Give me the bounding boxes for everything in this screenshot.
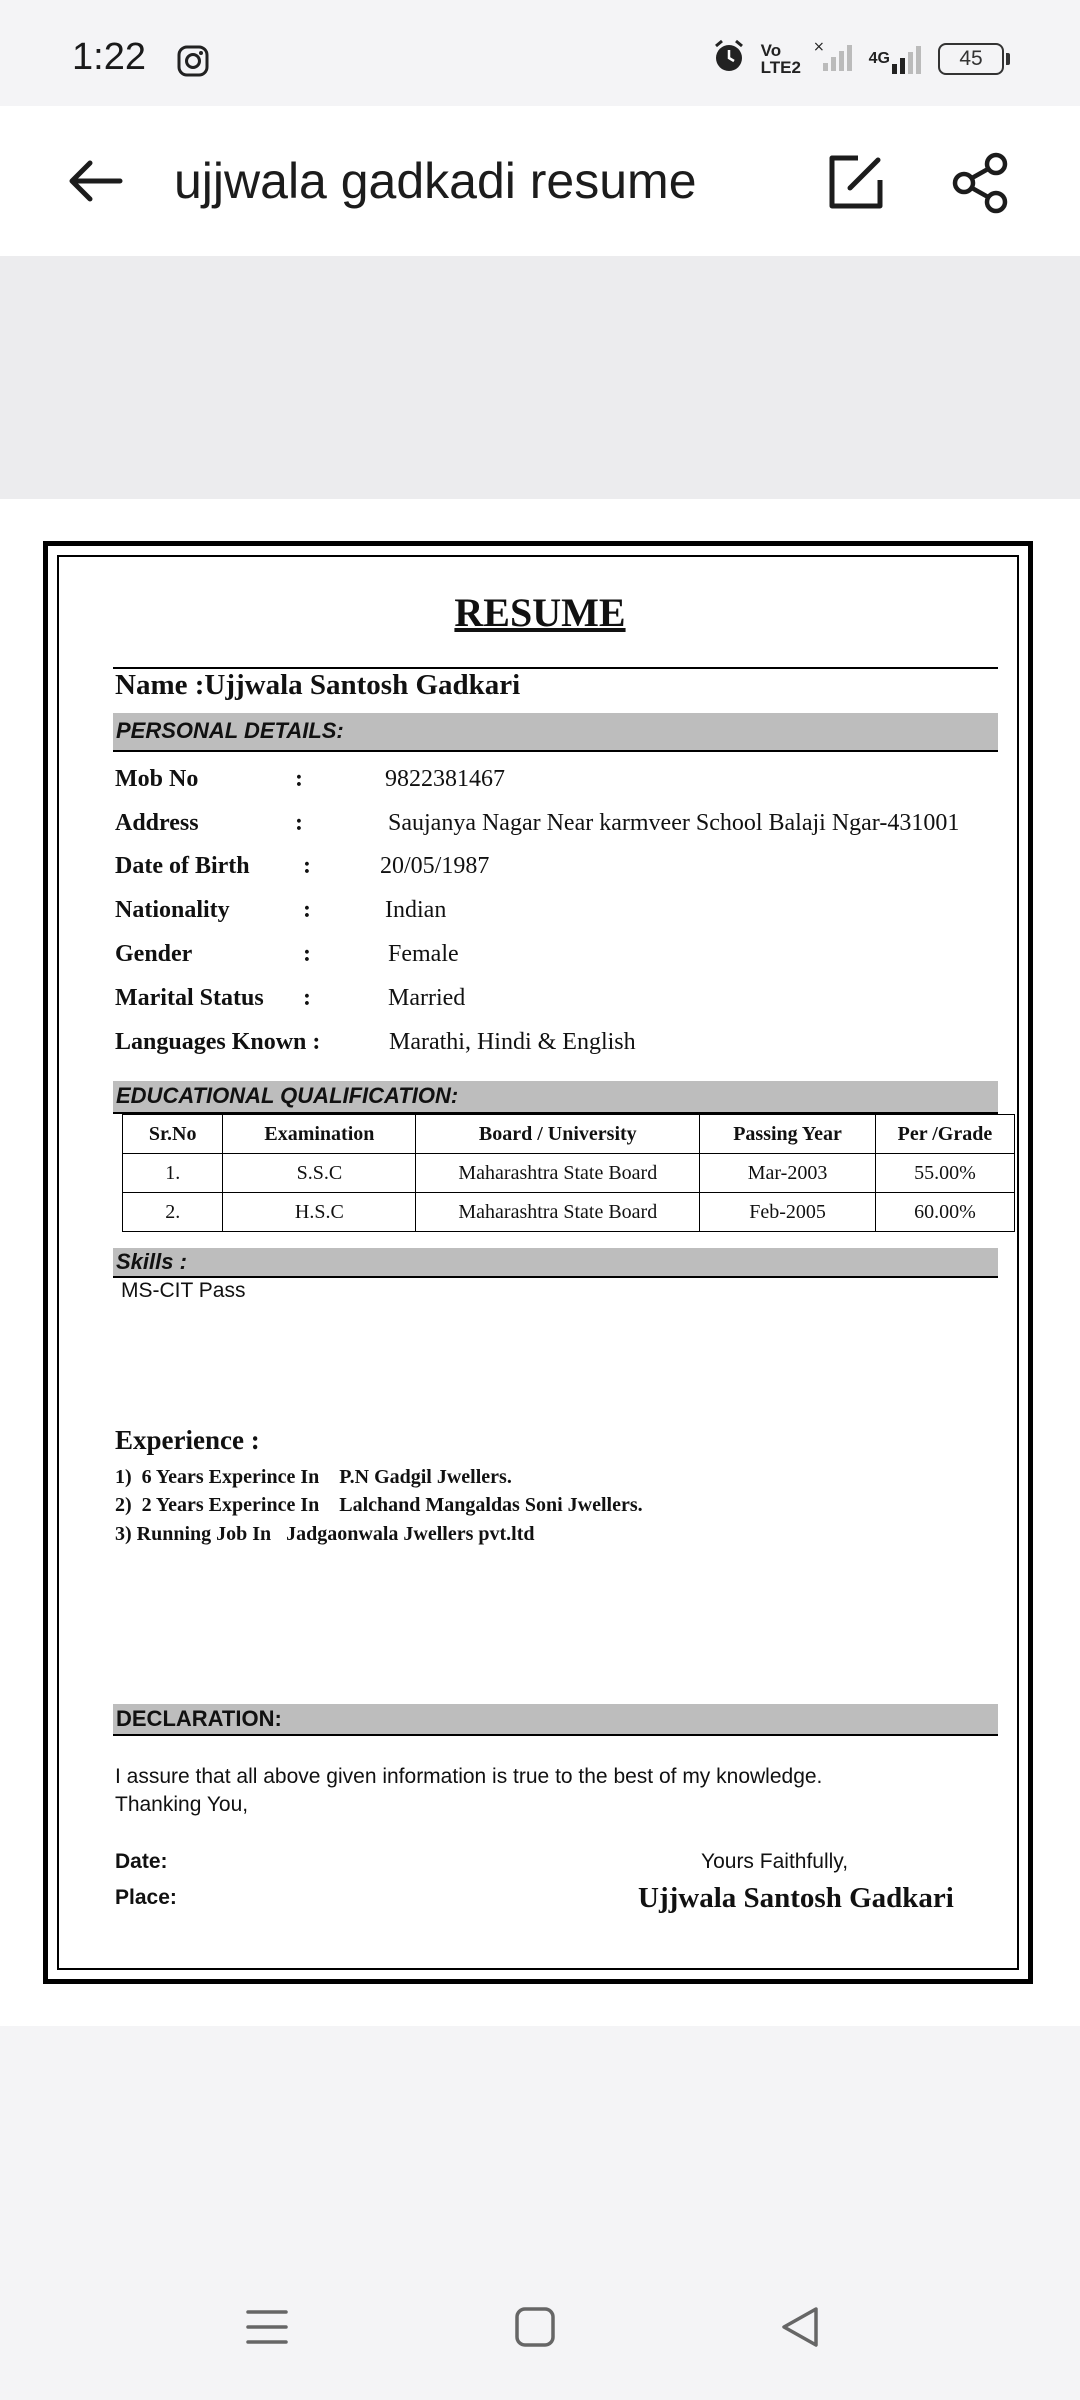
- table-header-row: [123, 1115, 1015, 1154]
- share-button[interactable]: [948, 150, 1014, 216]
- instagram-icon: [176, 44, 210, 83]
- column-header: Passing Year: [700, 1115, 876, 1154]
- table-cell: Maharashtra State Board: [416, 1154, 700, 1193]
- document-title: ujjwala gadkadi resume: [174, 153, 697, 209]
- personal-details-header: PERSONAL DETAILS:: [113, 713, 998, 752]
- column-header: Examination: [223, 1115, 416, 1154]
- back-triangle-icon: [774, 2300, 828, 2354]
- experience-item: 2) 2 Years Experince In Lalchand Mangaldas Soni Jwellers.: [115, 1494, 643, 1516]
- document-page[interactable]: RESUME Name :Ujjwala Santosh Gadkari PERSONAL DETAILS: Mob No : 9822381467 Address : Saujanya Nagar Near karmveer School Balaji Ngar-431001 Date of Birth : 20/05/1987 Nationality : Indian Gender : Female Marital Status : Married Languages Known : Marathi, Hindi & English EDUCATIONAL QUALIFICATION: Sr.No Examination Board / University Passing Year Per /Grade 1. S.S.C Maharashtra State Board Mar-2003 55.00% 2. H.S.C Maharashtra State Board Feb-2005 60.00% Skills : MS-CIT Pass Experience : 1) 6 Years Experince In P.N Gadgil Jwellers. 2) 2 Years Experince In Lalchand Mangaldas Soni Jwellers. 3) Running Job In Jadgaonwala Jwellers pvt.ltd DECLARATION: I assure that all above given information is true to the best of my knowledge. Thanking You, Date: Place: Yours Faithfully, Ujjwala Santosh Gadkari: [0, 499, 1080, 2026]
- column-header: Board / University: [416, 1115, 700, 1154]
- table-row: [123, 1154, 1015, 1193]
- signal-sim2-icon: [869, 42, 924, 76]
- date-label: Date:: [115, 1850, 168, 1873]
- battery-level: 45: [959, 46, 983, 70]
- status-bar: [0, 0, 1080, 106]
- back-button[interactable]: [60, 146, 130, 216]
- edit-icon: [822, 150, 888, 216]
- home-square-icon: [508, 2300, 562, 2354]
- experience-item: 3) Running Job In Jadgaonwala Jwellers pvt.ltd: [115, 1523, 535, 1545]
- table-cell: H.S.C: [223, 1193, 416, 1232]
- menu-button[interactable]: [240, 2300, 294, 2354]
- place-label: Place:: [115, 1886, 177, 1909]
- resume-title: RESUME: [454, 590, 626, 635]
- skills-text: MS-CIT Pass: [121, 1279, 246, 1302]
- share-icon: [948, 150, 1014, 216]
- candidate-name: Name :Ujjwala Santosh Gadkari: [115, 669, 521, 701]
- column-header: Sr.No: [123, 1115, 223, 1154]
- menu-icon: [240, 2300, 294, 2354]
- table-cell: Mar-2003: [700, 1154, 876, 1193]
- declaration-text: I assure that all above given information is true to the best of my knowledge.: [115, 1765, 823, 1788]
- status-icons: [711, 38, 1004, 79]
- table-cell: Feb-2005: [700, 1193, 876, 1232]
- education-table: [122, 1114, 1015, 1232]
- experience-title: Experience :: [115, 1425, 260, 1455]
- arrow-left-icon: [60, 146, 130, 216]
- edit-button[interactable]: [822, 150, 888, 216]
- table-row: [123, 1193, 1015, 1232]
- table-cell: 55.00%: [875, 1154, 1014, 1193]
- signature-name: Ujjwala Santosh Gadkari: [638, 1882, 954, 1914]
- document-viewer-background: [0, 256, 1080, 499]
- thanking-text: Thanking You,: [115, 1793, 249, 1816]
- volte-indicator: Vo LTE2: [760, 40, 801, 77]
- experience-item: 1) 6 Years Experince In P.N Gadgil Jwellers.: [115, 1466, 512, 1488]
- home-button[interactable]: [508, 2300, 562, 2354]
- table-cell: 60.00%: [875, 1193, 1014, 1232]
- status-time: 1:22: [72, 36, 146, 78]
- education-header: EDUCATIONAL QUALIFICATION:: [113, 1081, 998, 1114]
- app-bar: [0, 106, 1080, 256]
- column-header: Per /Grade: [875, 1115, 1014, 1154]
- skills-header: Skills :: [113, 1248, 998, 1278]
- battery-indicator: [938, 43, 1004, 75]
- yours-faithfully: Yours Faithfully,: [701, 1850, 849, 1873]
- nav-back-button[interactable]: [774, 2300, 828, 2354]
- network-type: 4G: [868, 49, 890, 67]
- signal-sim1-icon: [813, 39, 855, 78]
- table-cell: Maharashtra State Board: [416, 1193, 700, 1232]
- svg-text:×: ×: [812, 39, 825, 55]
- table-cell: S.S.C: [223, 1154, 416, 1193]
- alarm-icon: [711, 38, 747, 79]
- declaration-header: DECLARATION:: [113, 1704, 998, 1736]
- table-cell: 1.: [123, 1154, 223, 1193]
- table-cell: 2.: [123, 1193, 223, 1232]
